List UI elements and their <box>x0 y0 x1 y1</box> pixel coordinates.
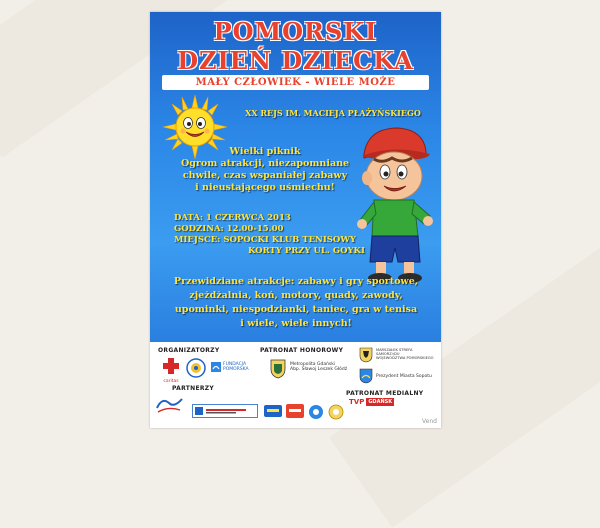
fundacja-pomorska-logo <box>211 362 257 376</box>
fundacja-icon <box>211 362 221 372</box>
partner-script-logo-icon <box>154 394 186 416</box>
pomorskie-griffin-icon <box>359 347 373 363</box>
prezydent-text: Prezydent Miasta Sopotu <box>376 374 432 379</box>
caritas-logo <box>160 357 182 383</box>
partner-logo-icon <box>308 404 324 420</box>
tvp-label: TVP <box>349 398 365 406</box>
partnerzy-label: PARTNERZY <box>172 385 215 392</box>
rejs-text: XX REJS IM. MACIEJA PŁAŻYŃSKIEGO <box>245 108 421 118</box>
piknik-line: i nieustającego uśmiechu! <box>195 182 335 193</box>
metropolita-line: Abp. Sławoj Leszek Głódź <box>290 367 348 372</box>
data-line: DATA: 1 CZERWCA 2013 <box>174 213 291 223</box>
partner-logo-icon <box>286 404 304 418</box>
fundacja-label: FUNDACJA POMORSKA <box>223 362 249 372</box>
marszalek-line: SAMORZĄDU <box>376 352 400 357</box>
godzina-line: GODZINA: 12.00-15.00 <box>174 224 284 234</box>
metropolita-text <box>290 362 352 372</box>
poster-blue-area <box>150 12 441 342</box>
patronat-honorowy-label: PATRONAT HONOROWY <box>260 347 344 354</box>
piknik-text <box>160 146 370 194</box>
atrakcje-line: Przewidziane atrakcje: zabawy i gry sportowe, <box>173 276 419 287</box>
piknik-line: Wielki piknik <box>229 146 301 157</box>
partner-logo-icon <box>264 405 282 417</box>
poster-title-line2: DZIEŃ DZIECKA <box>177 46 414 75</box>
atrakcje-line: upominki, niespodzianki, taniec, gra w tenisa <box>174 304 418 315</box>
piknik-line: chwile, czas wspaniałej zabawy <box>182 170 348 181</box>
vend-credit: Vend <box>422 418 437 425</box>
gdansk-label: GDAŃSK <box>368 399 393 405</box>
marszalek-line: WOJEWÓDZTWA POMORSKIEGO <box>376 356 434 361</box>
partner-banner-logo-icon <box>192 404 258 418</box>
partner-logo-icon <box>328 404 344 420</box>
poster-title-line1: POMORSKI <box>213 17 378 46</box>
coat-of-arms-icon <box>270 359 286 379</box>
miejsce-line: MIEJSCE: SOPOCKI KLUB TENISOWY <box>174 235 356 245</box>
patronat-medialny-label: PATRONAT MEDIALNY <box>346 390 424 397</box>
marszalek-text <box>376 348 440 361</box>
event-info <box>174 213 374 257</box>
caritas-label: caritas <box>163 379 179 384</box>
cross-icon <box>160 357 182 375</box>
organizatorzy-label: ORGANIZATORZY <box>158 347 220 354</box>
poster-slogan: MAŁY CZŁOWIEK - WIELE MOŻE <box>195 77 396 88</box>
piknik-line: Ogrom atrakcji, niezapomniane <box>180 158 350 169</box>
atrakcje-line: i wiele, wiele innych! <box>240 318 352 329</box>
boy-illustration <box>352 124 436 284</box>
atrakcje-text <box>156 275 436 331</box>
metropolita-line: Metropolita Gdański <box>290 362 336 367</box>
miejsce-line2: KORTY PRZY UL. GOYKI <box>248 246 365 256</box>
tvp-gdansk-logo <box>349 398 394 406</box>
atrakcje-line: zjeżdżalnia, koń, motory, quady, zawody, <box>189 290 403 301</box>
poster-image <box>150 12 441 428</box>
marszalek-line: MARSZAŁEK STREFA <box>376 348 413 352</box>
organization-emblem-icon <box>186 357 206 379</box>
sopot-crest-icon <box>359 368 373 384</box>
